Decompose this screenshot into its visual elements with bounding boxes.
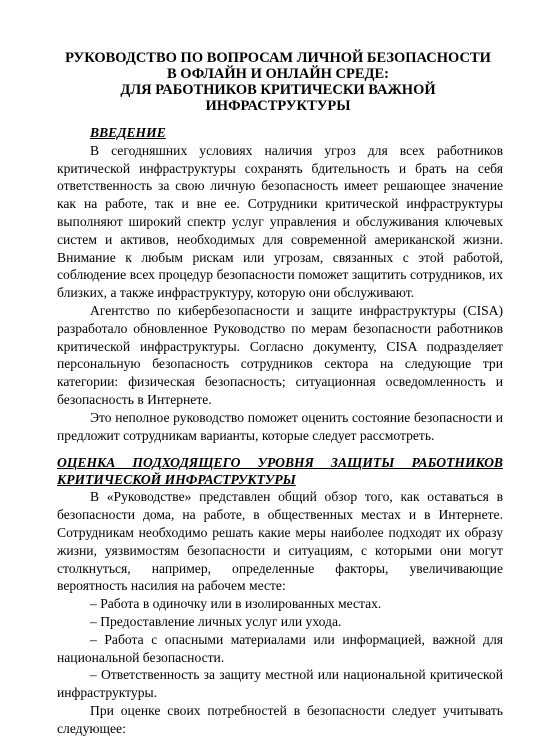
list-item: – Работа в одиночку или в изолированных местах.: [90, 596, 382, 612]
intro-paragraph-1: В сегодняшних условиях наличия угроз для всех работников критической инфраструктуры сохранять бдительность и брать на себя ответственность за свою личную безопасность имеет решающее значение как на работе, так и вне ее. Сотрудники критической инфраструктуры выполняют широкий спектр услуг управления и обслуживания ключевых систем и активов, необходимых для современной американской жизни. Внимание к любым рискам или угрозам, связанных с этой работой, соблюдение всех процедур безопасности поможет защитить сотрудников, их близких, а также инфраструктуру, которую они обслуживают.: [57, 142, 503, 301]
document-body: [57, 124, 503, 738]
assessment-paragraph-2: При оценке своих потребностей в безопасности следует учитывать следующее:: [57, 702, 503, 736]
list-item: – Ответственность за защиту местной или национальной критической инфраструктуры.: [57, 667, 503, 701]
section-heading-introduction: ВВЕДЕНИЕ: [90, 125, 166, 140]
assessment-paragraph-1: В «Руководстве» представлен общий обзор того, как оставаться в безопасности дома, на работе, в общественных местах и в Интернете. Сотрудникам необходимо решать какие меры наиболее подходят их образу жизни, уязвимостям безопасности и ситуациям, с которыми они могут столкнуться, например, определенные факторы, увеличивающие вероятность насилия на рабочем месте:: [57, 489, 503, 594]
section-heading-assessment: ОЦЕНКА ПОДХОДЯЩЕГО УРОВНЯ ЗАЩИТЫ РАБОТНИКОВ КРИТИЧЕСКОЙ ИНФРАСТРУКТУРЫ: [57, 455, 503, 488]
list-item: – Работа с опасными материалами или информацией, важной для национальной безопасности.: [57, 631, 503, 665]
document-title: [0, 50, 556, 114]
title-line-4: ИНФРАСТРУКТУРЫ: [205, 98, 351, 114]
title-line-2: В ОФЛАЙН И ОНЛАЙН СРЕДЕ:: [167, 66, 389, 82]
list-item: – Предоставление личных услуг или ухода.: [90, 613, 342, 629]
title-line-3: ДЛЯ РАБОТНИКОВ КРИТИЧЕСКИ ВАЖНОЙ: [120, 82, 436, 98]
title-line-1: РУКОВОДСТВО ПО ВОПРОСАМ ЛИЧНОЙ БЕЗОПАСНОСТИ: [65, 50, 491, 66]
intro-paragraph-2: Агентство по кибербезопасности и защите инфраструктуры (CISA) разработало обновленное Руководство по мерам безопасности работников критической инфраструктуры. Согласно документу, CISA подразделяет персональную безопасность сотрудников сектора на следующие три категории: физическая безопасность; ситуационная осведомленность и безопасность в Интернете.: [57, 302, 503, 407]
intro-paragraph-3: Это неполное руководство поможет оценить состояние безопасности и предложит сотрудникам варианты, которые следует рассмотреть.: [57, 409, 503, 443]
